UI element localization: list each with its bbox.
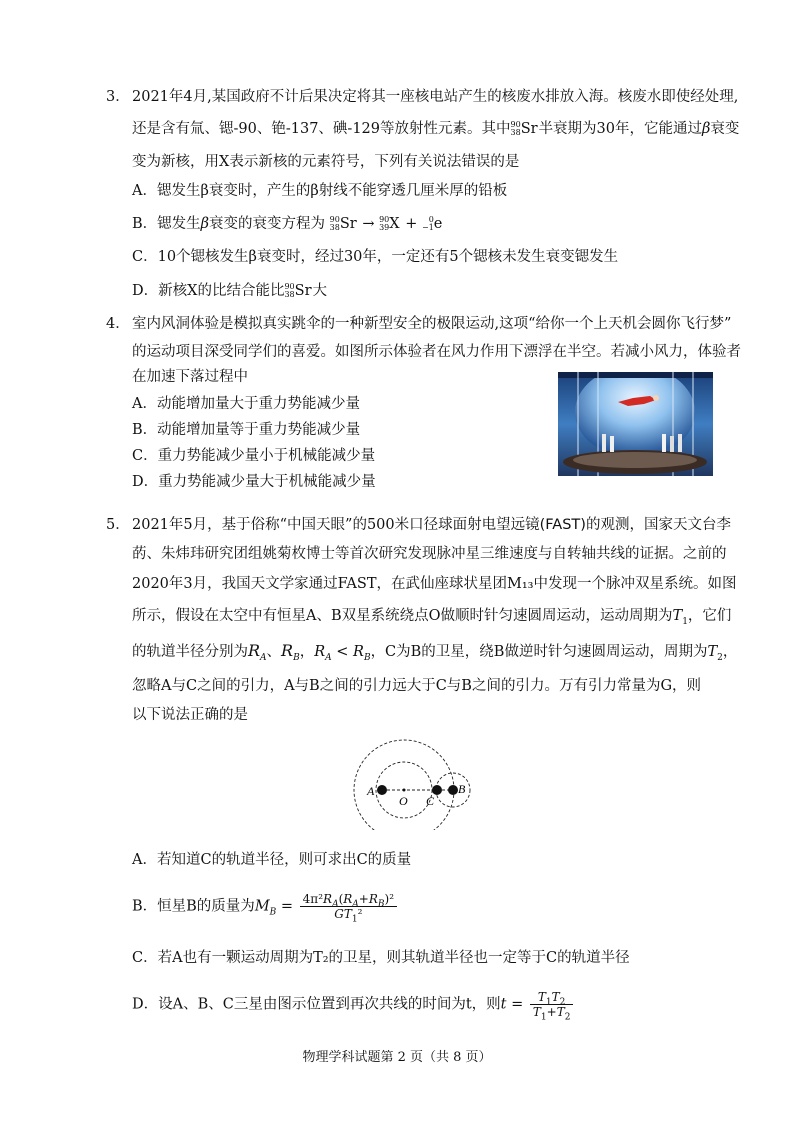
q3-line2: 还是含有氚、锶-90、铯-137、碘-129等放射性元素。其中 90 38 Sr半衰期为30年，它能通过β衰变 bbox=[132, 120, 740, 137]
page-footer: 物理学科试题第 2 页（共 8 页） bbox=[302, 1050, 492, 1065]
q5-option-a: A．若知道C的轨道半径，则可求出C的质量 bbox=[132, 852, 412, 868]
q4-option-a: A．动能增加量大于重力势能减少量 bbox=[132, 396, 360, 412]
q5-line5: 的轨道半径分别为$R_A$、$R_B$，$R_A < R_B$，C为B的卫星，绕B做逆时针匀速圆周运动，周期为$T_2$， bbox=[132, 641, 738, 663]
wind-tunnel-photo bbox=[558, 372, 713, 476]
sr-nuclide: 90 38 Sr bbox=[510, 120, 538, 137]
q3-option-d: D．新核X的比结合能比 90 38 Sr大 bbox=[132, 282, 328, 299]
eq-x: 90 39 X bbox=[379, 215, 400, 232]
q3-option-c: C．10个锶核发生β衰变时，经过30年，一定还有5个锶核未发生衰变锶发生 bbox=[132, 249, 619, 265]
q5-option-b: B．恒星B的质量为$M_B$ = $\frac{4\pi^2R_A(R_A+R_B)^2}{GT_1^2}$ bbox=[132, 892, 399, 922]
arrow-icon: → bbox=[362, 216, 375, 232]
q5-line6: 忽略A与C之间的引力，A与B之间的引力远大于C与B之间的引力。万有引力常量为G，则 bbox=[132, 678, 702, 694]
q3-option-a: A．锶发生β衰变时，产生的β射线不能穿透几厘米厚的铅板 bbox=[132, 183, 508, 199]
q3-option-b: B．锶发生β衰变的衰变方程为 90 38 Sr → 90 39 X + 0 −1 e bbox=[132, 215, 443, 232]
center-o bbox=[403, 789, 406, 792]
q4-option-c: C．重力势能减少量小于机械能减少量 bbox=[132, 448, 376, 464]
q5-line1: 2021年5月，基于俗称“中国天眼”的500米口径球面射电望远镜(FAST)的观测，国家天文台李 bbox=[132, 517, 731, 533]
q4-line3: 在加速下落过程中 bbox=[132, 369, 248, 385]
label-a: A bbox=[367, 784, 375, 798]
q5-option-d: D．设A、B、C三星由图示位置到再次共线的时间为t，则t = $\frac{T_1T_2}{T_1+T_2}$ bbox=[132, 990, 575, 1019]
label-o: O bbox=[399, 794, 408, 808]
q4-number: 4． bbox=[106, 316, 130, 332]
q5-line7: 以下说法正确的是 bbox=[132, 707, 248, 723]
eq-sr: 90 38 Sr bbox=[329, 215, 357, 232]
binary-star-orbit-diagram bbox=[350, 735, 480, 830]
star-a bbox=[377, 785, 387, 795]
wind-tunnel-illustration bbox=[558, 372, 713, 476]
label-b: B bbox=[458, 782, 466, 796]
formula-t: $\frac{T_1T_2}{T_1+T_2}$ bbox=[530, 990, 574, 1019]
q5-line4: 所示，假设在太空中有恒星A、B双星系统绕点O做顺时针匀速圆周运动，运动周期为$T_1$，它们 bbox=[132, 608, 732, 627]
q4-option-b: B．动能增加量等于重力势能减少量 bbox=[132, 422, 361, 438]
q3-number: 3． bbox=[106, 89, 130, 105]
formula-mb: $\frac{4\pi^2R_A(R_A+R_B)^2}{GT_1^2}$ bbox=[300, 892, 397, 921]
q5-line3: 2020年3月，我国天文学家通过FAST，在武仙座球状星团M₁₃中发现一个脉冲双星系统。如图 bbox=[132, 576, 737, 592]
q5-line2: 菂、朱炜玮研究团组姚菊枚博士等首次研究发现脉冲星三维速度与自转轴共线的证据。之前的 bbox=[132, 546, 727, 562]
q5-option-c: C．若A也有一颗运动周期为T₂的卫星，则其轨道半径也一定等于C的轨道半径 bbox=[132, 950, 630, 966]
eq-e: 0 −1 e bbox=[421, 215, 443, 232]
q4-line1: 室内风洞体验是模拟真实跳伞的一种新型安全的极限运动,这项“给你一个上天机会圆你飞行梦” bbox=[132, 316, 732, 332]
label-c: C bbox=[426, 794, 435, 808]
q3-line3: 变为新核，用X表示新核的元素符号，下列有关说法错误的是 bbox=[132, 154, 520, 170]
q4-line2: 的运动项目深受同学们的喜爱。如图所示体验者在风力作用下漂浮在半空。若减小风力，体验者 bbox=[132, 344, 741, 360]
q5-number: 5． bbox=[106, 517, 130, 533]
q4-option-d: D．重力势能减少量大于机械能减少量 bbox=[132, 474, 376, 490]
q3-line1: 2021年4月,某国政府不计后果决定将其一座核电站产生的核废水排放入海。核废水即使经处理, bbox=[132, 89, 739, 105]
star-b bbox=[448, 785, 458, 795]
